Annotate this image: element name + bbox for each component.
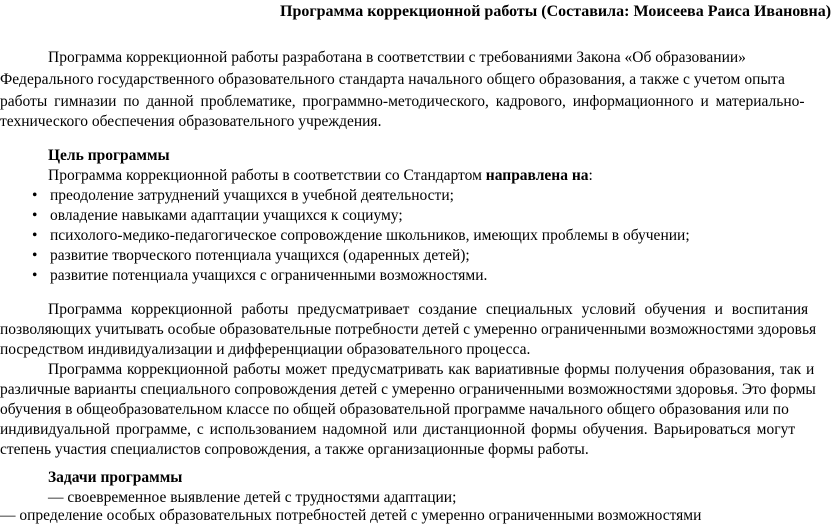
para3-line-1: Программа коррекционной работы может предусматривать как вариативные формы получения образования, так и: [48, 361, 815, 378]
tasks-item-1: — своевременное выявление детей с трудностями адаптации;: [48, 489, 457, 506]
intro-line-1: Программа коррекционной работы разработана в соответствии с требованиями Закона «Об образовании»: [48, 49, 746, 66]
goal-bullet-5: • развитие потенциала учащихся с ограниченными возможностями.: [32, 267, 488, 284]
tasks-item-2: — определение особых образовательных потребностей детей с умеренно ограниченными возможностями: [0, 507, 702, 524]
para3-line-4: индивидуальной программе, с использованием надомной или дистанционной формы обучения. Варьироваться могут: [0, 421, 796, 438]
tasks-heading: Задачи программы: [48, 469, 183, 486]
para3-line-3: обучения в общеобразовательном классе по общей образовательной программе начального общего образования или по: [0, 401, 789, 418]
goal-bullet-2: • овладение навыками адаптации учащихся к социуму;: [32, 207, 403, 224]
para2-line-3: посредством индивидуализации и дифференциации образовательного процесса.: [0, 341, 531, 358]
para2-line-1: Программа коррекционной работы предусматривает создание специальных условий обучения и воспитания: [48, 301, 809, 318]
bullet-icon: •: [32, 267, 38, 284]
goal-bullet-1: • преодоление затруднений учащихся в учебной деятельности;: [32, 187, 454, 204]
bullet-icon: •: [32, 247, 38, 264]
intro-line-4: технического обеспечения образовательного учреждения.: [0, 113, 382, 130]
intro-line-3: работы гимназии по данной проблематике, программно-методического, кадрового, информационного и материально-: [0, 93, 805, 110]
goal-bullet-3: • психолого-медико-педагогическое сопровождение школьников, имеющих проблемы в обучении;: [32, 227, 690, 244]
para3-line-5: степень участия специалистов сопровождения, а также организационные формы работы.: [0, 441, 589, 458]
para2-line-2: позволяющих учитывать особые образовательные потребности детей с умеренно ограниченными возможностями здоровья: [0, 321, 817, 338]
bullet-icon: •: [32, 187, 38, 204]
para3-line-2: различные варианты специального сопровождения детей с умеренно ограниченными возможностями здоровья. Это формы: [0, 381, 816, 398]
intro-line-2: Федерального государственного образовательного стандарта начального общего образования, а также с учетом опыта: [0, 71, 785, 88]
bullet-icon: •: [32, 207, 38, 224]
document-title: Программа коррекционной работы (Составила: Моисеева Раиса Ивановна): [280, 3, 831, 20]
goal-lead: Программа коррекционной работы в соответствии со Стандартом направлена на:: [48, 167, 593, 184]
goal-heading: Цель программы: [48, 147, 170, 164]
goal-bullet-4: • развитие творческого потенциала учащихся (одаренных детей);: [32, 247, 470, 264]
bullet-icon: •: [32, 227, 38, 244]
